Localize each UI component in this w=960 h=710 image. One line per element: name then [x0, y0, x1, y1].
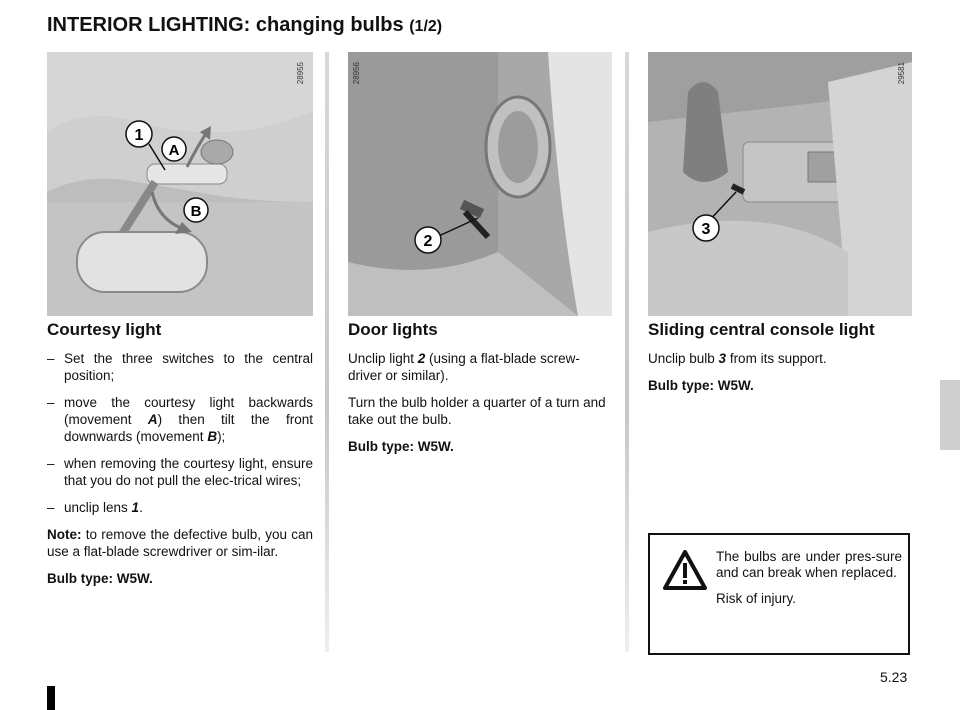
door-lights-heading: Door lights: [348, 320, 438, 339]
step-item: – Set the three switches to the central position;: [47, 351, 313, 383]
page-number: 5.23: [880, 669, 908, 685]
column-divider: [625, 52, 629, 652]
bulb-ref: 3: [718, 351, 727, 366]
console-light-photo: [648, 52, 912, 316]
lens-ref: 1: [131, 500, 140, 515]
page-title: [47, 14, 442, 37]
step-item: – move the courtesy light backwards (movement A) then tilt the front downwards (movement B);: [47, 395, 313, 444]
photo-label-b: B: [190, 203, 202, 220]
step-text: unclip lens 1.: [64, 500, 143, 515]
courtesy-light-section: [47, 320, 313, 597]
step-text: Set the three switches to the central position;: [64, 351, 313, 383]
courtesy-light-photo: [47, 52, 313, 316]
warning-box: [648, 533, 910, 655]
step-text: move the courtesy light backwards (movement A) then tilt the front downwards (movement B);: [64, 395, 313, 444]
note: Note: to remove the defective bulb, you can use a flat-blade screwdriver or sim-ilar.: [47, 527, 313, 559]
photo-code: 28955: [296, 62, 305, 85]
door-lights-section: [348, 320, 612, 465]
paragraph: Unclip bulb 3 from its support.: [648, 351, 827, 366]
photo-label-3: 3: [701, 221, 711, 238]
bulb-type: Bulb type: W5W.: [348, 439, 454, 454]
courtesy-light-heading: Courtesy light: [47, 320, 162, 339]
footer-bar: [47, 686, 55, 710]
bulb-type: Bulb type: W5W.: [47, 571, 153, 586]
paragraph: Unclip light 2 (using a flat-blade screw-driver or similar).: [348, 351, 580, 383]
console-light-heading: Sliding central console light: [648, 320, 875, 339]
step-item: – when removing the courtesy light, ensure that you do not pull the elec-trical wires;: [47, 456, 313, 488]
title-text: INTERIOR LIGHTING: changing bulbs: [47, 14, 404, 36]
warning-icon: [662, 549, 708, 596]
movement-ref-a: A: [147, 412, 158, 427]
column-divider: [325, 52, 329, 652]
photo-code: 28956: [352, 62, 361, 85]
photo-code: 29581: [897, 62, 906, 85]
title-page-indicator: (1/2): [409, 18, 443, 35]
photo-label-1: 1: [134, 127, 144, 144]
chapter-tab: [940, 380, 960, 450]
warning-text: The bulbs are under pres-sure and can break when replaced.: [716, 549, 902, 580]
bulb-type: Bulb type: W5W.: [648, 378, 754, 393]
light-ref: 2: [417, 351, 426, 366]
movement-ref-b: B: [207, 429, 218, 444]
warning-text: Risk of injury.: [716, 591, 797, 606]
step-text: when removing the courtesy light, ensure that you do not pull the elec-trical wires;: [64, 456, 313, 488]
paragraph: Turn the bulb holder a quarter of a turn and take out the bulb.: [348, 395, 606, 427]
photo-label-2: 2: [423, 233, 433, 250]
door-lights-photo: [348, 52, 612, 316]
console-light-section: [648, 320, 912, 404]
step-item: – unclip lens 1.: [47, 499, 313, 516]
photo-label-a: A: [168, 142, 180, 159]
